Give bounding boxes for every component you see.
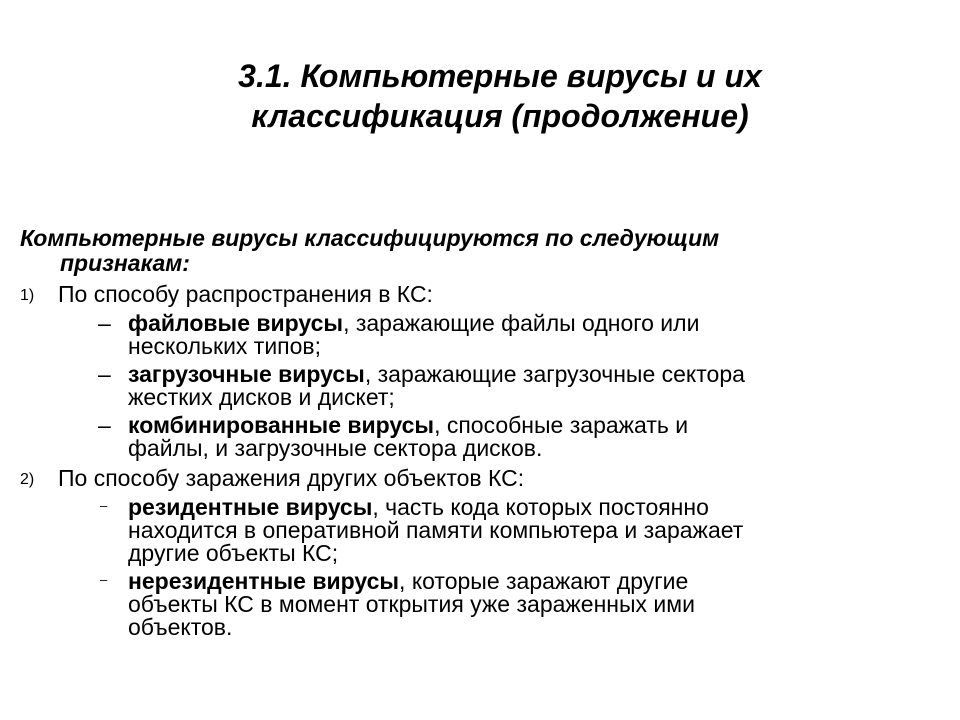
dash-bullet: – [100, 498, 108, 513]
intro-text [20, 226, 940, 276]
term: нерезидентные вирусы [128, 568, 400, 594]
definition: , способные заражать и [434, 412, 689, 438]
term: файловые вирусы [128, 310, 344, 336]
list-item-combined-viruses [20, 414, 940, 460]
dash-bullet: – [100, 572, 108, 587]
slide-title-line-1: 3.1. Компьютерные вирусы и их [238, 58, 762, 94]
definition: , заражающие загрузочные сектора [364, 361, 745, 387]
section-number: 1) [20, 287, 35, 304]
intro-line-1: Компьютерные вирусы классифицируются по следующим [20, 225, 720, 251]
list-item-boot-viruses [20, 363, 940, 409]
definition: , которые заражают другие [399, 568, 689, 594]
intro-line-2: признакам: [60, 250, 190, 276]
list-item-nonresident-viruses [20, 570, 940, 639]
section-heading-text: По способу заражения других объектов КС: [58, 465, 525, 491]
slide-title-line-2: классификация (продолжение) [251, 98, 749, 134]
definition-continued: нескольких типов; [128, 333, 322, 359]
section-distribution [20, 282, 940, 460]
section-number: 2) [20, 471, 35, 488]
term: комбинированные вирусы [128, 412, 435, 438]
dash-bullet: – [98, 310, 111, 336]
definition-continued: жестких дисков и дискет; [128, 384, 395, 410]
definition-continued: объектов. [128, 614, 233, 640]
definition-continued: находится в оперативной памяти компьютера и заражает [128, 517, 744, 543]
slide-title [150, 56, 850, 136]
list-item-resident-viruses [20, 496, 940, 565]
section-heading-text: По способу распространения в КС: [58, 281, 433, 307]
term: резидентные вирусы [128, 494, 373, 520]
definition: , часть кода которых постоянно [372, 494, 709, 520]
slide-content [20, 226, 940, 639]
definition-continued: другие объекты КС; [128, 540, 339, 566]
term: загрузочные вирусы [128, 361, 365, 387]
dash-bullet: – [98, 412, 111, 438]
definition: , заражающие файлы одного или [343, 310, 700, 336]
list-item-file-viruses [20, 312, 940, 358]
section-heading [20, 282, 940, 307]
section-heading [20, 466, 940, 491]
dash-bullet: – [98, 361, 111, 387]
section-infection [20, 466, 940, 639]
definition-continued: объекты КС в момент открытия уже зараженных ими [128, 591, 695, 617]
definition-continued: файлы, и загрузочные сектора дисков. [128, 435, 543, 461]
